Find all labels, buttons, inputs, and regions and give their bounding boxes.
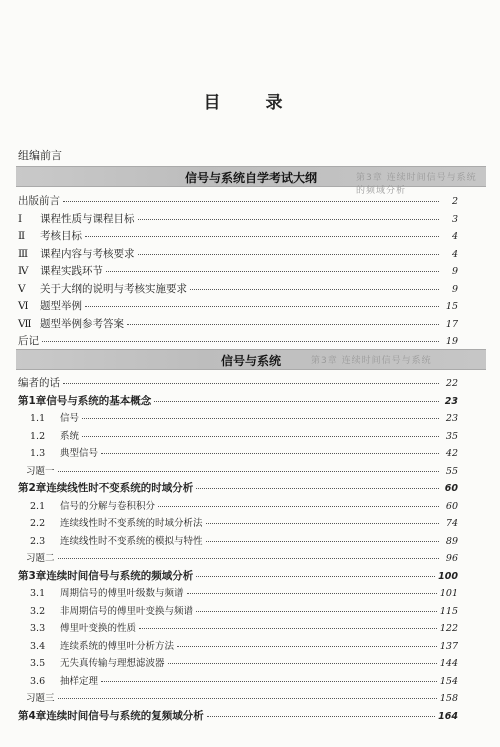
- dot-leader: [154, 393, 439, 401]
- dot-leader: [206, 534, 439, 542]
- dot-leader: [85, 229, 439, 237]
- banner-bleed-text: 第3章 连续时间信号与系统: [311, 356, 432, 366]
- toc-entry-page-number: 23: [444, 395, 458, 407]
- banner-bleed-text: 第3章 连续时间信号与系统的频域分析: [356, 173, 477, 196]
- toc-entry-number: Ⅳ: [18, 265, 29, 277]
- dot-leader: [190, 281, 439, 289]
- toc-entry-page-number: 4: [451, 248, 458, 260]
- dot-leader: [85, 299, 439, 307]
- dot-leader: [158, 499, 439, 507]
- dot-leader: [138, 211, 440, 219]
- dot-leader: [196, 568, 435, 576]
- toc-entry-label: 后记: [18, 335, 39, 347]
- toc-textbook: [18, 375, 458, 725]
- toc-entry-page-number: 89: [445, 535, 458, 547]
- toc-section-entry: [18, 655, 458, 673]
- toc-entry-page-number: 115: [439, 605, 458, 617]
- toc-section-entry: [18, 620, 458, 638]
- toc-section-entry: [18, 638, 458, 656]
- toc-entry-label: 编者的话: [18, 377, 60, 389]
- toc-entry-label: 连续线性时不变系统的时域分析: [46, 482, 194, 494]
- toc-entry-page-number: 144: [439, 658, 458, 669]
- toc-entry-number: 2.1: [30, 500, 46, 512]
- toc-entry-label: 傅里叶变换的性质: [60, 623, 137, 634]
- toc-entry-page-number: 22: [445, 378, 458, 389]
- toc-section-entry: [18, 410, 458, 428]
- toc-entry-number: 3.1: [30, 588, 46, 599]
- toc-entry-page-number: 96: [445, 553, 458, 564]
- toc-entry-label: 连续时间信号与系统的复频域分析: [46, 709, 204, 722]
- section-banner-syllabus: [16, 166, 486, 196]
- dot-leader: [187, 586, 437, 594]
- toc-entry-label: 信号: [60, 413, 80, 424]
- toc-section-entry: [18, 533, 458, 551]
- section-banner-textbook: [16, 349, 486, 370]
- toc-entry-number: Ⅰ: [18, 212, 23, 225]
- dot-leader: [168, 656, 437, 664]
- toc-entry-label: 题型举例: [40, 300, 82, 312]
- dot-leader: [206, 516, 439, 524]
- toc-entry-label: 习题一: [26, 465, 55, 477]
- dot-leader: [196, 481, 439, 489]
- toc-section-entry: [18, 585, 458, 603]
- toc-entry: [18, 375, 458, 393]
- dot-leader: [127, 316, 439, 324]
- editor-preface-entry: 组编前言: [18, 149, 62, 162]
- toc-entry-number: 2.2: [30, 518, 46, 529]
- dot-leader: [82, 411, 439, 419]
- toc-chapter-entry: [18, 480, 458, 498]
- toc-exercise-entry: [18, 690, 458, 708]
- toc-entry-number: 3.4: [30, 640, 46, 652]
- toc-entry-number: 第1章: [18, 394, 47, 407]
- toc-entry-label: 连续时间信号与系统的频域分析: [46, 569, 194, 582]
- dot-leader: [177, 639, 437, 647]
- toc-entry-number: 3.2: [30, 605, 46, 617]
- toc-entry-page-number: 4: [451, 231, 458, 242]
- toc-section-entry: [18, 445, 458, 463]
- toc-chapter-entry: [18, 568, 458, 586]
- toc-chapter-entry: [18, 708, 458, 726]
- toc-entry-number: Ⅶ: [18, 317, 32, 330]
- toc-syllabus: [18, 193, 458, 351]
- toc-entry-page-number: 9: [451, 266, 458, 277]
- toc-entry: [18, 316, 458, 334]
- toc-entry-label: 课程内容与考核要求: [40, 247, 135, 260]
- toc-entry-label: 习题三: [26, 693, 55, 704]
- toc-entry-page-number: 3: [451, 213, 458, 225]
- dot-leader: [63, 376, 439, 384]
- toc-section-entry: [18, 428, 458, 446]
- toc-entry-number: 3.6: [30, 675, 46, 687]
- toc-section-entry: [18, 673, 458, 691]
- section-banner-title: 信号与系统自学考试大纲: [184, 171, 317, 185]
- toc-entry-page-number: 2: [451, 196, 458, 207]
- toc-entry-page-number: 15: [445, 301, 458, 312]
- toc-entry-label: 信号与系统的基本概念: [46, 394, 152, 407]
- toc-entry-number: 第4章: [18, 709, 47, 722]
- dot-leader: [63, 194, 439, 202]
- toc-entry-page-number: 17: [445, 318, 458, 330]
- toc-section-entry: [18, 515, 458, 533]
- toc-entry-page-number: 122: [439, 623, 458, 634]
- toc-entry-page-number: 60: [444, 483, 458, 494]
- toc-entry-page-number: 74: [445, 518, 458, 529]
- toc-entry-number: 1.2: [30, 430, 46, 442]
- toc-entry-label: 课程实践环节: [40, 265, 103, 277]
- toc-entry-page-number: 42: [445, 448, 458, 459]
- dot-leader: [58, 551, 439, 559]
- toc-entry-page-number: 19: [445, 336, 458, 347]
- toc-entry-number: Ⅴ: [18, 282, 26, 295]
- toc-entry: [18, 193, 458, 211]
- toc-entry-label: 典型信号: [60, 448, 99, 459]
- toc-exercise-entry: [18, 463, 458, 481]
- toc-entry-number: 第3章: [18, 569, 47, 582]
- toc-entry-label: 连续线性时不变系统的模拟与特性: [60, 535, 203, 547]
- toc-entry-label: 出版前言: [18, 195, 60, 207]
- toc-entry: [18, 333, 458, 351]
- dot-leader: [58, 464, 439, 472]
- toc-entry-number: Ⅱ: [18, 230, 26, 242]
- toc-entry-label: 习题二: [26, 553, 55, 564]
- toc-entry-label: 题型举例参考答案: [40, 317, 124, 330]
- dot-leader: [58, 691, 437, 699]
- toc-entry-label: 关于大纲的说明与考核实施要求: [40, 282, 187, 295]
- toc-entry-page-number: 35: [445, 430, 458, 442]
- toc-entry-label: 系统: [60, 430, 80, 442]
- dot-leader: [139, 621, 437, 629]
- dot-leader: [106, 264, 439, 272]
- dot-leader: [207, 708, 435, 716]
- toc-entry-page-number: 101: [439, 588, 458, 599]
- toc-entry: [18, 211, 458, 229]
- toc-entry-number: 2.3: [30, 535, 46, 547]
- toc-section-entry: [18, 603, 458, 621]
- toc-entry-number: 1.1: [30, 413, 46, 424]
- dot-leader: [138, 246, 440, 254]
- toc-entry-page-number: 154: [439, 675, 458, 687]
- toc-entry-label: 连续系统的傅里叶分析方法: [60, 640, 175, 652]
- toc-section-entry: [18, 498, 458, 516]
- toc-entry-number: Ⅵ: [18, 300, 29, 312]
- toc-entry-number: 3.5: [30, 658, 46, 669]
- toc-exercise-entry: [18, 550, 458, 568]
- toc-entry-label: 信号的分解与卷积积分: [60, 500, 156, 512]
- toc-entry-label: 抽样定理: [60, 675, 99, 687]
- toc-entry-label: 课程性质与课程目标: [40, 212, 135, 225]
- dot-leader: [42, 334, 439, 342]
- section-banner-title: 信号与系统: [220, 354, 281, 368]
- dot-leader: [82, 429, 439, 437]
- toc-entry-number: 第2章: [18, 482, 47, 494]
- toc-entry-label: 考核目标: [40, 230, 82, 242]
- toc-entry-label: 连续线性时不变系统的时域分析法: [60, 518, 203, 529]
- toc-entry: [18, 281, 458, 299]
- page-title: 目 录: [203, 93, 297, 113]
- toc-entry-label: 非周期信号的傅里叶变换与频谱: [60, 605, 194, 617]
- toc-entry-number: 1.3: [30, 448, 46, 459]
- toc-entry-number: 3.3: [30, 623, 46, 634]
- toc-entry-page-number: 9: [451, 283, 458, 295]
- toc-entry-page-number: 158: [439, 693, 458, 704]
- toc-chapter-entry: [18, 393, 458, 411]
- toc-entry-page-number: 137: [439, 640, 458, 652]
- toc-entry-page-number: 100: [438, 570, 458, 582]
- toc-entry-page-number: 60: [445, 500, 458, 512]
- dot-leader: [101, 446, 439, 454]
- dot-leader: [101, 674, 437, 682]
- toc-entry-label: 无失真传输与理想滤波器: [60, 658, 165, 669]
- toc-entry-number: Ⅲ: [18, 247, 29, 260]
- toc-entry-page-number: 55: [445, 465, 458, 477]
- toc-entry-page-number: 164: [438, 710, 458, 722]
- toc-entry-label: 周期信号的傅里叶级数与频谱: [60, 588, 184, 599]
- toc-entry: [18, 298, 458, 316]
- dot-leader: [196, 604, 437, 612]
- toc-entry: [18, 246, 458, 264]
- toc-entry: [18, 263, 458, 281]
- toc-entry: [18, 228, 458, 246]
- toc-entry-page-number: 23: [445, 413, 458, 424]
